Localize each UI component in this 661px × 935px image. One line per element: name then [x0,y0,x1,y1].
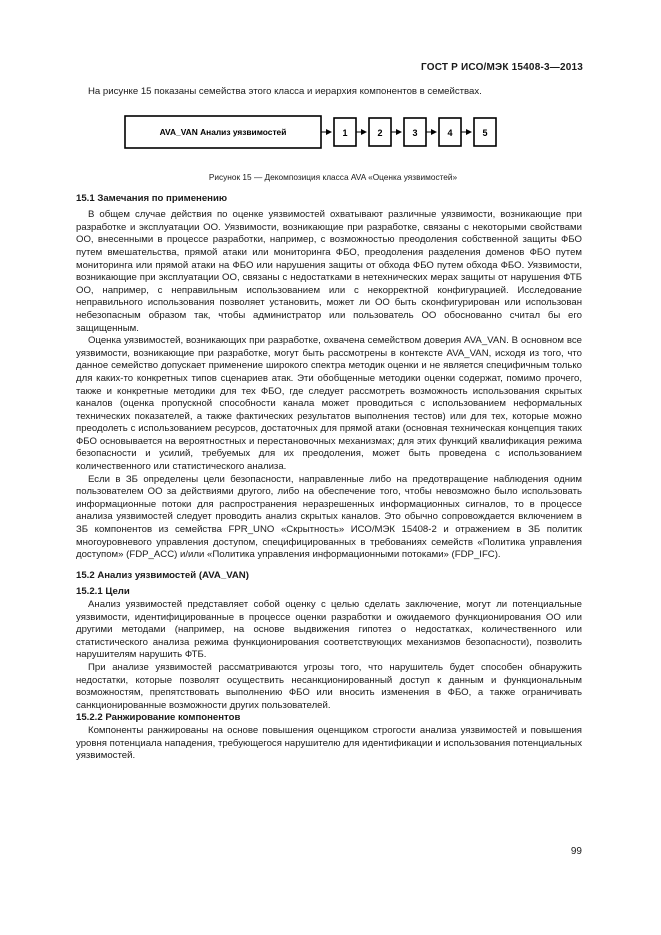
section-15-2-title: 15.2 Анализ уязвимостей (AVA_VAN) [76,569,249,581]
section-15-1-paragraph-3: Если в ЗБ определены цели безопасности, направленные либо на предотвращение наблюдения одним пользователем ОО за действиями другого, либо на обеспечение того, чтобы невозможно было использовать информационные потоки для распространения неразрешенных информационных сигналов, то в процессе анализа уязвимостей следует проводить анализ скрытых каналов. Это обычно сопровождается включением в ЗБ компонентов из семейства FPR_UNO «Скрытность» ИСО/МЭК 15408-2 и отражением в ЗБ политик многоуровневого управления доступом, специфицированных в требованиях семейств «Политика управления доступом» (FDP_ACC) и/или «Политика управления информационными потоками» (FDP_IFC). [76,473,582,561]
section-15-2-1-title: 15.2.1 Цели [76,586,130,598]
section-15-2-2-paragraph-1: Компоненты ранжированы на основе повышения оценщиком строгости анализа уязвимостей и повышения уровня потенциала нападения, требующегося нарушителю для идентификации и использования потенциальных уязвимостей. [76,724,582,762]
section-15-2-1-paragraph-2: При анализе уязвимостей рассматриваются угрозы того, что нарушитель будет способен обнаружить недостатки, которые позволят осуществить несанкционированный доступ к данным и функциональным возможностям, препятствовать выполнению ФБО или вносить изменения в ФБО, а также ограничивать санкционированные возможности других пользователей. [76,661,582,711]
figure-caption: Рисунок 15 — Декомпозиция класса AVA «Оценка уязвимостей» [208,171,458,182]
component-label-1: 1 [342,127,348,138]
standard-header: ГОСТ Р ИСО/МЭК 15408-3—2013 [420,62,583,73]
intro-paragraph: На рисунке 15 показаны семейства этого класса и иерархия компонентов в семействах. [88,86,482,97]
section-15-2-2-title: 15.2.2 Ранжирование компонентов [76,712,241,724]
section-15-2-1-paragraph-1: Анализ уязвимостей представляет собой оценку с целью сделать заключение, могут ли потенциальные уязвимости, идентифицированные в процессе оценки разработки и ожидаемого функционирования ОО или другими методами (например, на основе выдвижения гипотез о недостатках, количественного или статистического анализа режима функционирования соответствующих механизмов безопасности), позволить нарушителям нарушить ФТБ. [76,599,582,661]
section-15-1-paragraph-2: Оценка уязвимостей, возникающих при разработке, охвачена семейством доверия AVA_VAN. В основном все уязвимости, возникающие при разработке, могут быть рассмотрены в контексте AVA_VAN, исходя из того, что данное семейство допускает применение широкого спектра методик оценки и не является специфичным только для каких-то конкретных типов сценариев атак. Эти обобщенные методики оценки содержат, помимо прочего, также и конкретные методики для тех ФБО, где следует рассмотреть возможность использования скрытых каналов (оценка пропускной способности канала может проводиться с использованием неформальных технических показателей, а также фактических результатов выполнения тестов) или для тех, которые можно преодолеть с использованием ресурсов, достаточных для прямой атаки (основная техническая концепция таких ФБО основывается на вероятностных и перестановочных механизмах; для этих функций квалификация режима безопасности и усилий, требуемых для их преодоления, может быть проведена с использованием количественного или статистического анализа. [76,335,582,473]
section-15-1-title: 15.1 Замечания по применению [76,192,228,204]
page-number: 99 [570,846,582,857]
family-decomposition-diagram [76,110,582,172]
diagram-svg [124,110,524,158]
section-15-1-paragraph-1: В общем случае действия по оценке уязвимостей охватывают различные уязвимости, возникающие при разработке и эксплуатации ОО. Уязвимости, возникающие при разработке, связаны с некоторыми свойствами ОО, внесенными в процессе разработки, например, с возможностью преодоления собственной защиты ФБО путем вмешательства, прямой атаки или мониторинга ФБО, преодоления разделения доменов ФБО путем мониторинга или прямой атаки на ФБО или нарушения защиты от обхода ФБО путем обхода ФБО. Уязвимости, возникающие при эксплуатации ОО, связаны с недостатками в нетехнических мерах защиты от нарушения ФТБ ОО, например, с неправильным использованием или с некорректной конфигурацией. Исследование неправильного использования позволяет установить, может ли ОО быть сконфигурирован или использован небезопасным образом так, чтобы администратор или пользователь ОО обоснованно считал бы его защищенным. [76,209,582,334]
component-label-5: 5 [482,127,488,138]
component-label-2: 2 [377,127,383,138]
document-body [76,86,582,763]
component-label-4: 4 [447,127,453,138]
component-label-3: 3 [412,127,418,138]
family-label: AVA_VAN Анализ уязвимостей [159,126,287,137]
